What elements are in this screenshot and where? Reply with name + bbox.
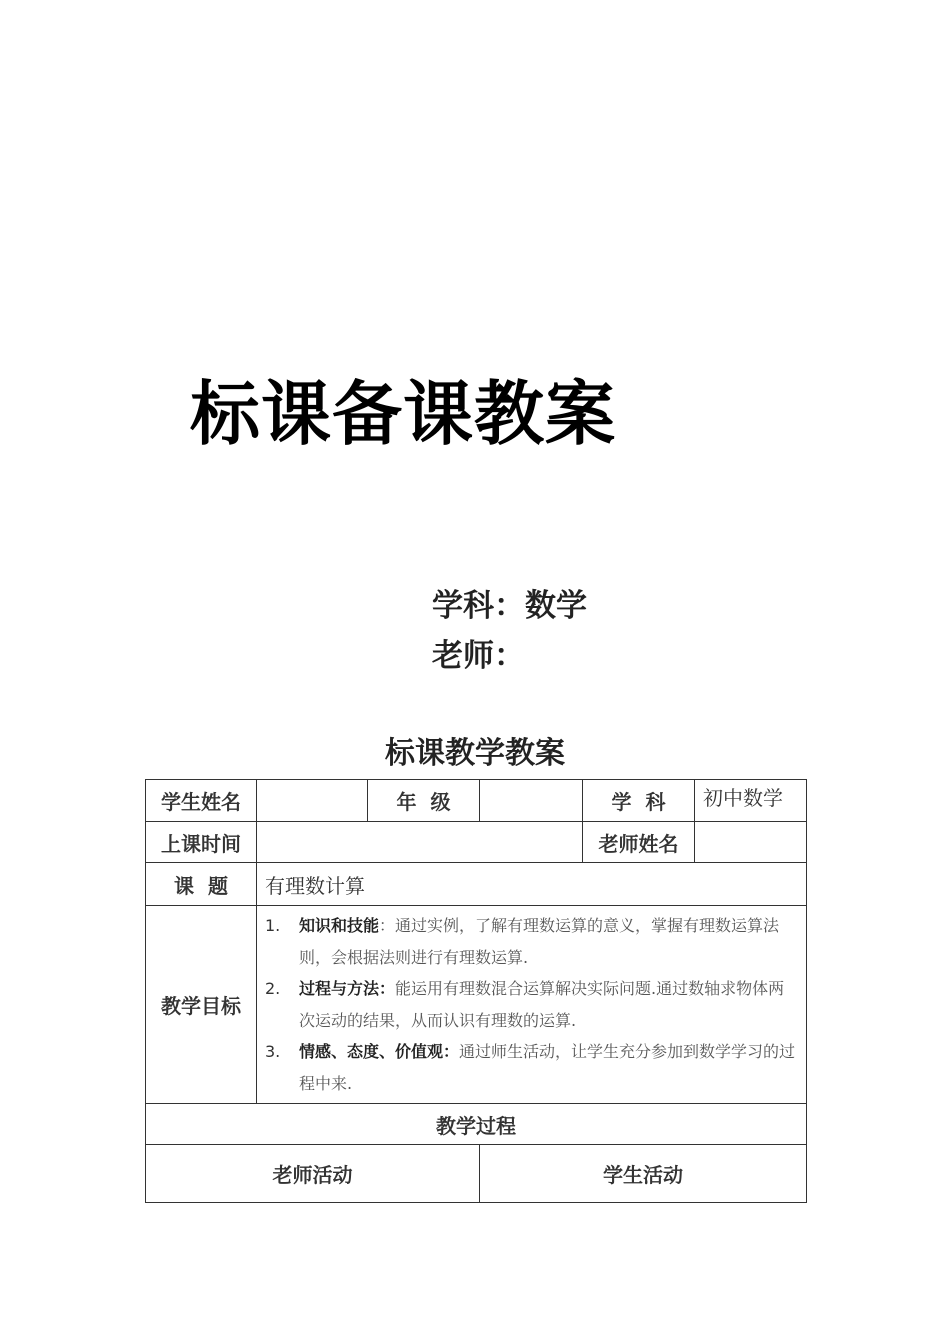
subject-line: 学科：数学 bbox=[432, 588, 587, 624]
class-time-label: 上课时间 bbox=[146, 822, 257, 863]
lesson-plan-table bbox=[145, 779, 807, 1203]
teacher-line: 老师： bbox=[432, 638, 525, 674]
topic-label: 课 题 bbox=[146, 863, 257, 906]
goal-number: 1. bbox=[265, 916, 281, 935]
goal-item bbox=[265, 973, 798, 1036]
goals-list bbox=[265, 906, 798, 1103]
goal-heading: 情感、态度、价值观： bbox=[299, 1042, 460, 1061]
grade-value[interactable] bbox=[480, 780, 583, 822]
teacher-activity-header: 老师活动 bbox=[146, 1145, 480, 1203]
student-activity-header: 学生活动 bbox=[480, 1145, 807, 1203]
goal-heading: 知识和技能 bbox=[299, 916, 380, 935]
subject-value[interactable]: 初中数学 bbox=[695, 780, 807, 822]
goals-cell bbox=[257, 906, 807, 1104]
table-row bbox=[146, 1104, 807, 1145]
table-row bbox=[146, 1145, 807, 1203]
goal-item bbox=[265, 910, 798, 973]
student-name-label: 学生姓名 bbox=[146, 780, 257, 822]
cover-title: 标课备课教案 bbox=[190, 372, 616, 455]
goal-item bbox=[265, 1036, 798, 1099]
teacher-name-label: 老师姓名 bbox=[583, 822, 695, 863]
grade-label: 年 级 bbox=[368, 780, 480, 822]
table-row bbox=[146, 780, 807, 822]
goal-heading: 过程与方法： bbox=[299, 979, 396, 998]
goal-number: 2. bbox=[265, 979, 281, 998]
goal-text: ：通过实例，了解有理数运算的意义，掌握有理数运算法则，会根据法则进行有理数运算. bbox=[299, 916, 780, 967]
subject-label: 学 科 bbox=[583, 780, 695, 822]
class-time-value[interactable] bbox=[257, 822, 583, 863]
table-row bbox=[146, 822, 807, 863]
teacher-name-value[interactable] bbox=[695, 822, 807, 863]
process-label: 教学过程 bbox=[146, 1104, 807, 1145]
goals-label: 教学目标 bbox=[146, 906, 257, 1104]
goal-number: 3. bbox=[265, 1042, 281, 1061]
plan-title: 标课教学教案 bbox=[385, 736, 565, 771]
table-row bbox=[146, 863, 807, 906]
student-name-value[interactable] bbox=[257, 780, 368, 822]
goal-text: 能运用有理数混合运算解决实际问题.通过数轴求物体两次运动的结果，从而认识有理数的运算. bbox=[299, 979, 785, 1030]
goal-text: 通过师生活动，让学生充分参加到数学学习的过程中来. bbox=[299, 1042, 796, 1093]
table-row bbox=[146, 906, 807, 1104]
topic-value[interactable]: 有理数计算 bbox=[257, 863, 807, 906]
